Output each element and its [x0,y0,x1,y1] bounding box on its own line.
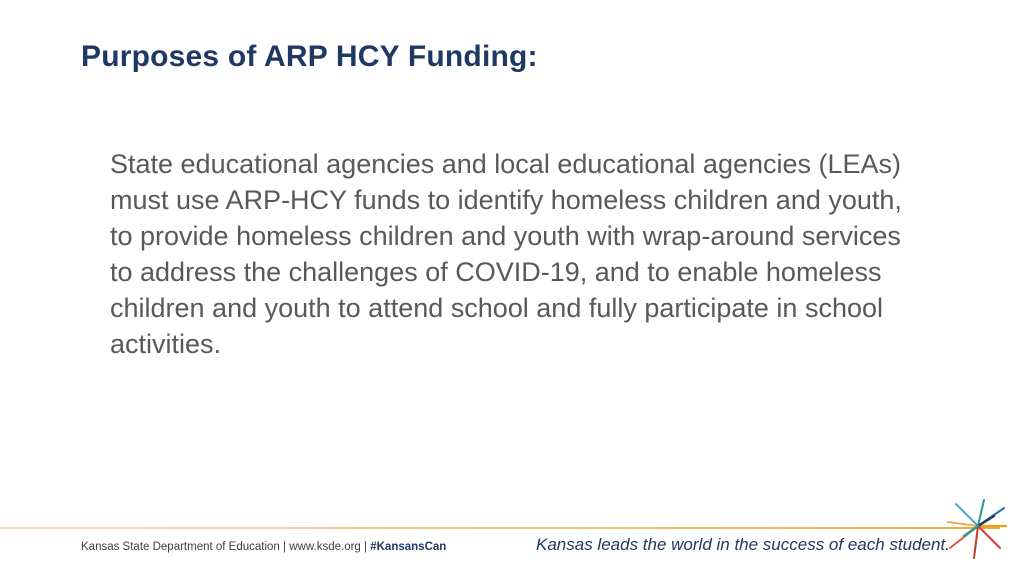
slide-title: Purposes of ARP HCY Funding: [81,40,538,73]
footer-credits [81,541,446,553]
footer-divider [0,527,1000,529]
footer-hashtag: #KansansCan [370,541,447,553]
body-paragraph: State educational agencies and local educational agencies (LEAs) must use ARP-HCY funds to identify homeless children and youth, to provide homeless children and youth with wrap-around services to address the challenges of COVID-19, and to enable homeless children and youth to attend school and fully participate in school activities. [110,149,902,359]
footer-org: Kansas State Department of Education [81,541,280,553]
footer-tagline: Kansas leads the world in the success of each student. [536,535,950,554]
footer-separator: | [364,541,368,553]
ksde-star-logo-icon [944,496,1008,560]
footer-url: www.ksde.org [289,541,361,553]
footer-separator: | [283,541,287,553]
